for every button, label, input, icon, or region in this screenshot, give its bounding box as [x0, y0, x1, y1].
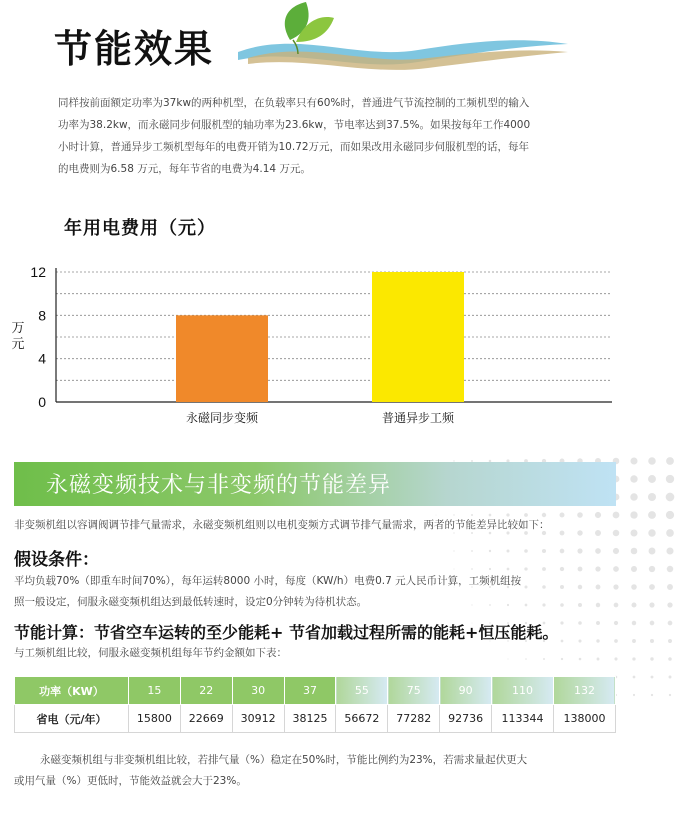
decoration-dot [649, 566, 655, 572]
table-cell: 15800 [129, 705, 181, 733]
x-tick-label: 普通异步工频 [381, 411, 455, 425]
table-cell: 15 [129, 677, 181, 705]
intro-line: 功率为38.2kw，而永磁同步伺服机型的轴功率为23.6kw，节电率达到37.5%。如果按每年工作4000 [58, 119, 531, 131]
decoration-dot [630, 457, 637, 464]
decoration-dot [524, 585, 527, 588]
decoration-dot [631, 602, 636, 607]
intro-paragraph [58, 92, 598, 180]
decoration-dot [668, 621, 673, 626]
decoration-dot [650, 657, 653, 660]
decoration-dot [651, 676, 654, 679]
decoration-dot [561, 640, 564, 643]
assumption-text [14, 571, 521, 613]
decoration-dot [542, 567, 546, 571]
intro-line: 同样按前面额定功率为37kw的两种机型，在负载率只有60%时，普通进气节流控制的工频机型的输入 [58, 97, 530, 109]
decoration-dot [596, 603, 600, 607]
assumption-heading: 假设条件： [14, 550, 99, 570]
decoration-dot [507, 658, 508, 659]
bar [372, 272, 464, 402]
decoration-dot [577, 530, 582, 535]
decoration-dot [597, 658, 600, 661]
decoration-dot [649, 584, 655, 590]
banner-title: 永磁变频技术与非变频的节能差异 [46, 473, 392, 498]
decoration-dot [632, 657, 635, 660]
decoration-dot [631, 566, 637, 572]
table-header-cell: 功率（KW） [15, 677, 129, 705]
decoration-dot [543, 658, 545, 660]
decoration-dot [560, 621, 563, 624]
y-tick-label: 4 [38, 350, 46, 367]
decoration-dot [542, 603, 545, 606]
decoration-dot [578, 567, 583, 572]
chart-title: 年用电费用（元） [64, 218, 216, 239]
section-description: 非变频机组以容调阀调节排气量需求，永磁变频机组则以电机变频方式调节排气量需求，两者的节能差异比较如下： [14, 519, 550, 531]
leaf-logo-icon [238, 0, 568, 78]
decoration-dot [630, 511, 637, 518]
decoration-dot [669, 694, 671, 696]
decoration-dot [595, 530, 601, 536]
table-cell: 132 [553, 677, 615, 705]
decoration-dot [666, 457, 674, 465]
decoration-dot [650, 639, 654, 643]
decoration-dot [453, 568, 454, 569]
y-axis-label: 万 [11, 321, 25, 336]
decoration-dot [649, 548, 656, 555]
decoration-dot [542, 549, 546, 553]
decoration-dot [596, 585, 601, 590]
decoration-dot [577, 512, 583, 518]
decoration-dot [667, 602, 672, 607]
table-cell: 138000 [553, 705, 615, 733]
table-row [15, 705, 616, 733]
decoration-dot [561, 658, 563, 660]
table-cell: 113344 [492, 705, 554, 733]
section-banner [14, 462, 616, 506]
decoration-dot [578, 621, 582, 625]
intro-line: 小时计算，普通异步工频机型每年的电费开销为10.72万元，而如果改用永磁同步伺服机型的话，每年 [58, 141, 530, 153]
decoration-dot [578, 639, 581, 642]
decoration-dot [596, 639, 599, 642]
footer-paragraph [14, 750, 634, 792]
decoration-dot [489, 550, 491, 552]
decoration-dot [648, 493, 656, 501]
decoration-dot [614, 621, 618, 625]
decoration-dot [667, 566, 674, 573]
intro-line: 的电费则为6.58 万元，每年节省的电费为4.14 万元。 [58, 163, 311, 175]
decoration-dot [669, 676, 672, 679]
decoration-dot [648, 457, 656, 465]
table-cell: 55 [336, 677, 388, 705]
decoration-dot [632, 621, 636, 625]
decoration-dot [595, 566, 600, 571]
decoration-dot [614, 603, 619, 608]
decoration-dot [630, 493, 637, 500]
table-cell: 22 [180, 677, 232, 705]
table-cell: 56672 [336, 705, 388, 733]
decoration-dot [630, 529, 637, 536]
table-cell: 37 [284, 677, 336, 705]
calculation-heading: 节能计算：节省空车运转的至少能耗+ 节省加载过程所需的能耗+恒压能耗。 [14, 623, 559, 642]
assumption-line: 平均负载70%（即重车时间70%），每年运转8000 小时，每度（KW/h）电费0.7 元人民币计算，工频机组按 [14, 575, 522, 587]
assumption-line: 照一般设定，伺服永磁变频机组达到最低转速时，设定0分钟转为待机状态。 [14, 596, 368, 608]
decoration-dot [453, 550, 454, 551]
decoration-dot [649, 602, 654, 607]
decoration-dot [666, 547, 673, 554]
decoration-dot [525, 658, 527, 660]
decoration-dot [613, 548, 619, 554]
decoration-dot [651, 694, 653, 696]
decoration-dot [650, 621, 655, 626]
decoration-dot [560, 603, 564, 607]
decoration-dot [559, 512, 564, 517]
calculation-description: 与工频机组比较，伺服永磁变频机组每年节约金额如下表： [14, 647, 287, 659]
decoration-dot [560, 567, 564, 571]
decoration-dot [560, 549, 565, 554]
decoration-dot [471, 568, 473, 570]
decoration-dot [648, 529, 655, 536]
decoration-dot [471, 550, 473, 552]
y-axis-label: 元 [11, 337, 25, 352]
decoration-dot [578, 603, 582, 607]
decoration-dot [524, 567, 527, 570]
decoration-dot [489, 568, 491, 570]
table-cell: 30 [232, 677, 284, 705]
decoration-dot [668, 657, 672, 661]
table-cell: 22669 [180, 705, 232, 733]
y-tick-label: 0 [38, 394, 46, 410]
y-tick-label: 12 [30, 264, 46, 280]
footer-line: 或用气量（%）更低时，节能效益就会大于23%。 [14, 775, 247, 787]
table-header-cell: 省电（元/年） [15, 705, 129, 733]
decoration-dot [666, 529, 674, 537]
decoration-dot [560, 531, 565, 536]
decoration-dot [579, 658, 582, 661]
table-cell: 90 [440, 677, 492, 705]
decoration-dot [631, 584, 637, 590]
y-tick-label: 8 [38, 307, 46, 324]
decoration-dot [525, 604, 528, 607]
decoration-dot [507, 568, 510, 571]
decoration-dot [630, 475, 637, 482]
decoration-dot [631, 548, 638, 555]
decoration-dot [667, 584, 673, 590]
table-cell: 75 [388, 677, 440, 705]
decoration-dot [666, 493, 675, 502]
decoration-dot [614, 657, 617, 660]
decoration-dot [633, 694, 635, 696]
decoration-dot [595, 548, 601, 554]
x-tick-label: 永磁同步变频 [185, 411, 259, 425]
table-row [15, 677, 616, 705]
bar-chart [0, 250, 640, 435]
decoration-dot [560, 585, 564, 589]
decoration-dot [507, 550, 510, 553]
table-cell: 30912 [232, 705, 284, 733]
decoration-dot [613, 530, 620, 537]
decoration-dot [595, 512, 601, 518]
decoration-dot [633, 676, 636, 679]
decoration-dot [613, 512, 620, 519]
table-cell: 110 [492, 677, 554, 705]
footer-line: 永磁变频机组与非变频机组比较，若排气量（%）稳定在50%时，节能比例约为23%，若需求量起伏更大 [40, 754, 528, 766]
table-cell: 38125 [284, 705, 336, 733]
table-cell: 92736 [440, 705, 492, 733]
decoration-dot [648, 511, 656, 519]
decoration-dot [542, 585, 546, 589]
decoration-dot [614, 639, 618, 643]
decoration-dot [666, 475, 674, 483]
decoration-dot [596, 621, 600, 625]
decoration-dot [648, 475, 656, 483]
table-cell: 77282 [388, 705, 440, 733]
decoration-dot [577, 548, 582, 553]
decoration-dot [632, 639, 636, 643]
decoration-dot [668, 639, 672, 643]
savings-table [14, 676, 616, 733]
bar [176, 315, 268, 402]
decoration-dot [524, 549, 528, 553]
decoration-dot [666, 511, 674, 519]
decoration-dot [613, 566, 619, 572]
decoration-dot [613, 584, 618, 589]
page-title: 节能效果 [54, 27, 215, 71]
decoration-dot [578, 585, 582, 589]
